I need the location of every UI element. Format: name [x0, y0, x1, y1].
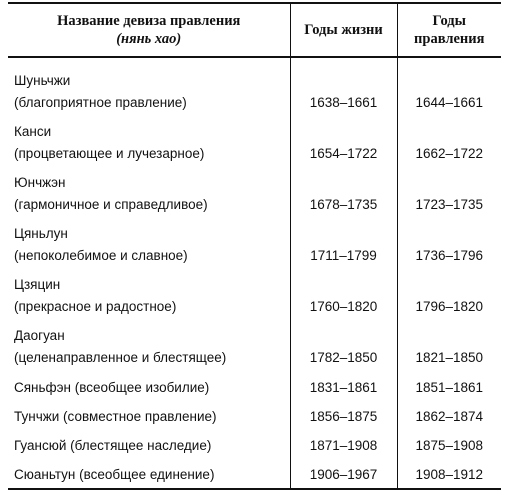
motto-name: Цзяцин: [14, 277, 61, 292]
motto-name: Юнчжэн: [14, 175, 66, 190]
motto-name-cell: [8, 57, 290, 117]
table-row: [8, 430, 501, 459]
table-row: [8, 117, 501, 168]
life-years-cell: 1831–1861: [290, 372, 397, 401]
reign-years-cell: 1851–1861: [397, 372, 501, 401]
motto-name-cell: [8, 270, 290, 321]
header-motto-title: Название девиза правления: [57, 13, 241, 29]
reign-years-cell: 1723–1735: [397, 168, 501, 219]
motto-name-cell: [8, 459, 290, 489]
motto-name-cell: [8, 219, 290, 270]
reign-mottos-table: [8, 2, 501, 490]
motto-name-cell: [8, 168, 290, 219]
header-reign-years: Годы правления: [397, 3, 501, 57]
motto-name-cell: [8, 401, 290, 430]
motto-meaning: (целенаправленное и блестящее): [14, 350, 227, 365]
motto-name: Сяньфэн (всеобщее изобилие): [14, 380, 210, 395]
motto-name: Гуансюй (блестящее наследие): [14, 438, 212, 453]
life-years-cell: 1906–1967: [290, 459, 397, 489]
life-years-cell: 1871–1908: [290, 430, 397, 459]
table-row: [8, 372, 501, 401]
reign-years-cell: 1821–1850: [397, 321, 501, 372]
table-header-row: [8, 3, 501, 57]
motto-name-cell: [8, 372, 290, 401]
header-motto-subtitle: (нянь хао): [116, 31, 182, 47]
table-row: [8, 401, 501, 430]
life-years-cell: 1654–1722: [290, 117, 397, 168]
motto-meaning: (процветающее и лучезарное): [14, 146, 205, 161]
motto-meaning: (благоприятное правление): [14, 95, 187, 110]
motto-meaning: (прекрасное и радостное): [14, 299, 177, 314]
table-row: [8, 219, 501, 270]
motto-name: Даогуан: [14, 328, 65, 343]
reign-years-cell: 1644–1661: [397, 57, 501, 117]
motto-name: Тунчжи (совместное правление): [14, 409, 217, 424]
table-row: [8, 57, 501, 117]
reign-years-cell: 1862–1874: [397, 401, 501, 430]
motto-name-cell: [8, 321, 290, 372]
header-life-years: Годы жизни: [290, 3, 397, 57]
reign-years-cell: 1796–1820: [397, 270, 501, 321]
motto-name: Канси: [14, 124, 52, 139]
table-row: [8, 168, 501, 219]
motto-name-cell: [8, 117, 290, 168]
life-years-cell: 1856–1875: [290, 401, 397, 430]
reign-years-cell: 1662–1722: [397, 117, 501, 168]
motto-meaning: (непоколебимое и славное): [14, 248, 188, 263]
table-row: [8, 270, 501, 321]
motto-meaning: (гармоничное и справедливое): [14, 197, 208, 212]
motto-name-cell: [8, 430, 290, 459]
life-years-cell: 1678–1735: [290, 168, 397, 219]
life-years-cell: 1638–1661: [290, 57, 397, 117]
motto-name: Сюаньтун (всеобщее единение): [14, 467, 215, 482]
reign-years-cell: 1908–1912: [397, 459, 501, 489]
table-row: [8, 459, 501, 489]
reign-years-cell: 1736–1796: [397, 219, 501, 270]
life-years-cell: 1760–1820: [290, 270, 397, 321]
life-years-cell: 1711–1799: [290, 219, 397, 270]
reign-years-cell: 1875–1908: [397, 430, 501, 459]
life-years-cell: 1782–1850: [290, 321, 397, 372]
header-motto-name: [8, 3, 290, 57]
motto-name: Шуньчжи: [14, 73, 71, 88]
motto-name: Цяньлун: [14, 226, 68, 241]
table-row: [8, 321, 501, 372]
